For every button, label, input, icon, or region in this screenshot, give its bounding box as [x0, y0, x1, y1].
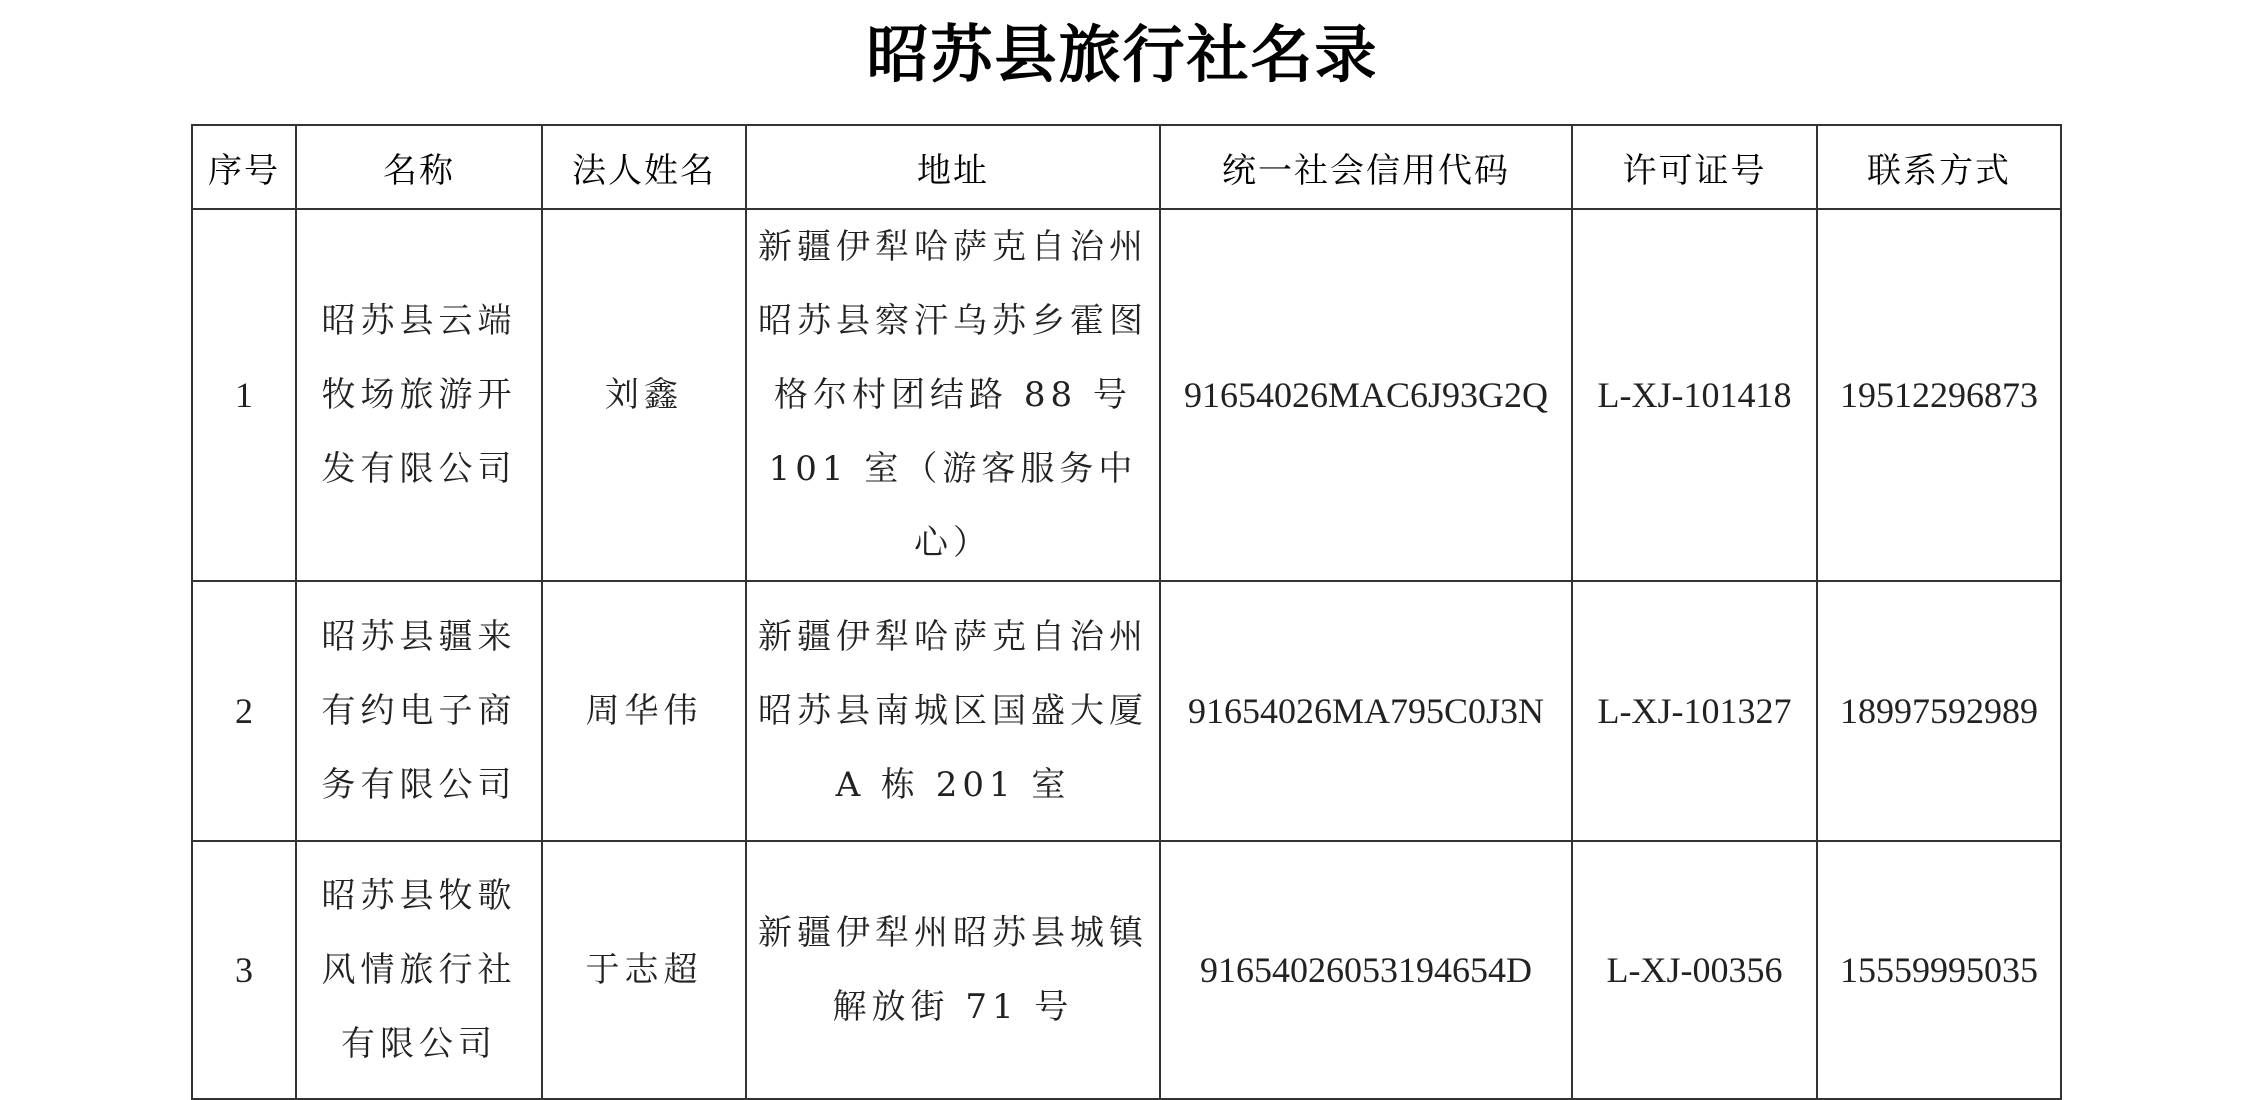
- header-address: 地址: [746, 125, 1160, 209]
- cell-license: L-XJ-00356: [1572, 841, 1817, 1099]
- cell-address: 新疆伊犁哈萨克自治州昭苏县察汗乌苏乡霍图格尔村团结路 88 号 101 室（游客服务中心）: [746, 209, 1160, 581]
- cell-address: 新疆伊犁哈萨克自治州昭苏县南城区国盛大厦 A 栋 201 室: [746, 581, 1160, 841]
- header-credit-code: 统一社会信用代码: [1160, 125, 1572, 209]
- cell-index: 3: [192, 841, 296, 1099]
- table-row: [192, 209, 2061, 581]
- cell-name: 昭苏县云端牧场旅游开发有限公司: [296, 209, 542, 581]
- cell-contact: 15559995035: [1817, 841, 2061, 1099]
- header-license: 许可证号: [1572, 125, 1817, 209]
- header-contact: 联系方式: [1817, 125, 2061, 209]
- cell-name: 昭苏县牧歌风情旅行社有限公司: [296, 841, 542, 1099]
- table-row: [192, 581, 2061, 841]
- cell-address: 新疆伊犁州昭苏县城镇解放街 71 号: [746, 841, 1160, 1099]
- cell-legal-person: 于志超: [542, 841, 746, 1099]
- cell-index: 2: [192, 581, 296, 841]
- document-title: 昭苏县旅行社名录: [866, 18, 1379, 91]
- cell-credit-code: 91654026MAC6J93G2Q: [1160, 209, 1572, 581]
- cell-credit-code: 91654026053194654D: [1160, 841, 1572, 1099]
- cell-contact: 19512296873: [1817, 209, 2061, 581]
- cell-license: L-XJ-101418: [1572, 209, 1817, 581]
- travel-agency-table: [191, 124, 2062, 1100]
- table-row: [192, 841, 2061, 1099]
- cell-legal-person: 刘鑫: [542, 209, 746, 581]
- table-header-row: [192, 125, 2061, 209]
- cell-index: 1: [192, 209, 296, 581]
- cell-contact: 18997592989: [1817, 581, 2061, 841]
- cell-license: L-XJ-101327: [1572, 581, 1817, 841]
- header-legal-person: 法人姓名: [542, 125, 746, 209]
- header-name: 名称: [296, 125, 542, 209]
- cell-legal-person: 周华伟: [542, 581, 746, 841]
- cell-credit-code: 91654026MA795C0J3N: [1160, 581, 1572, 841]
- header-index: 序号: [192, 125, 296, 209]
- cell-name: 昭苏县疆来有约电子商务有限公司: [296, 581, 542, 841]
